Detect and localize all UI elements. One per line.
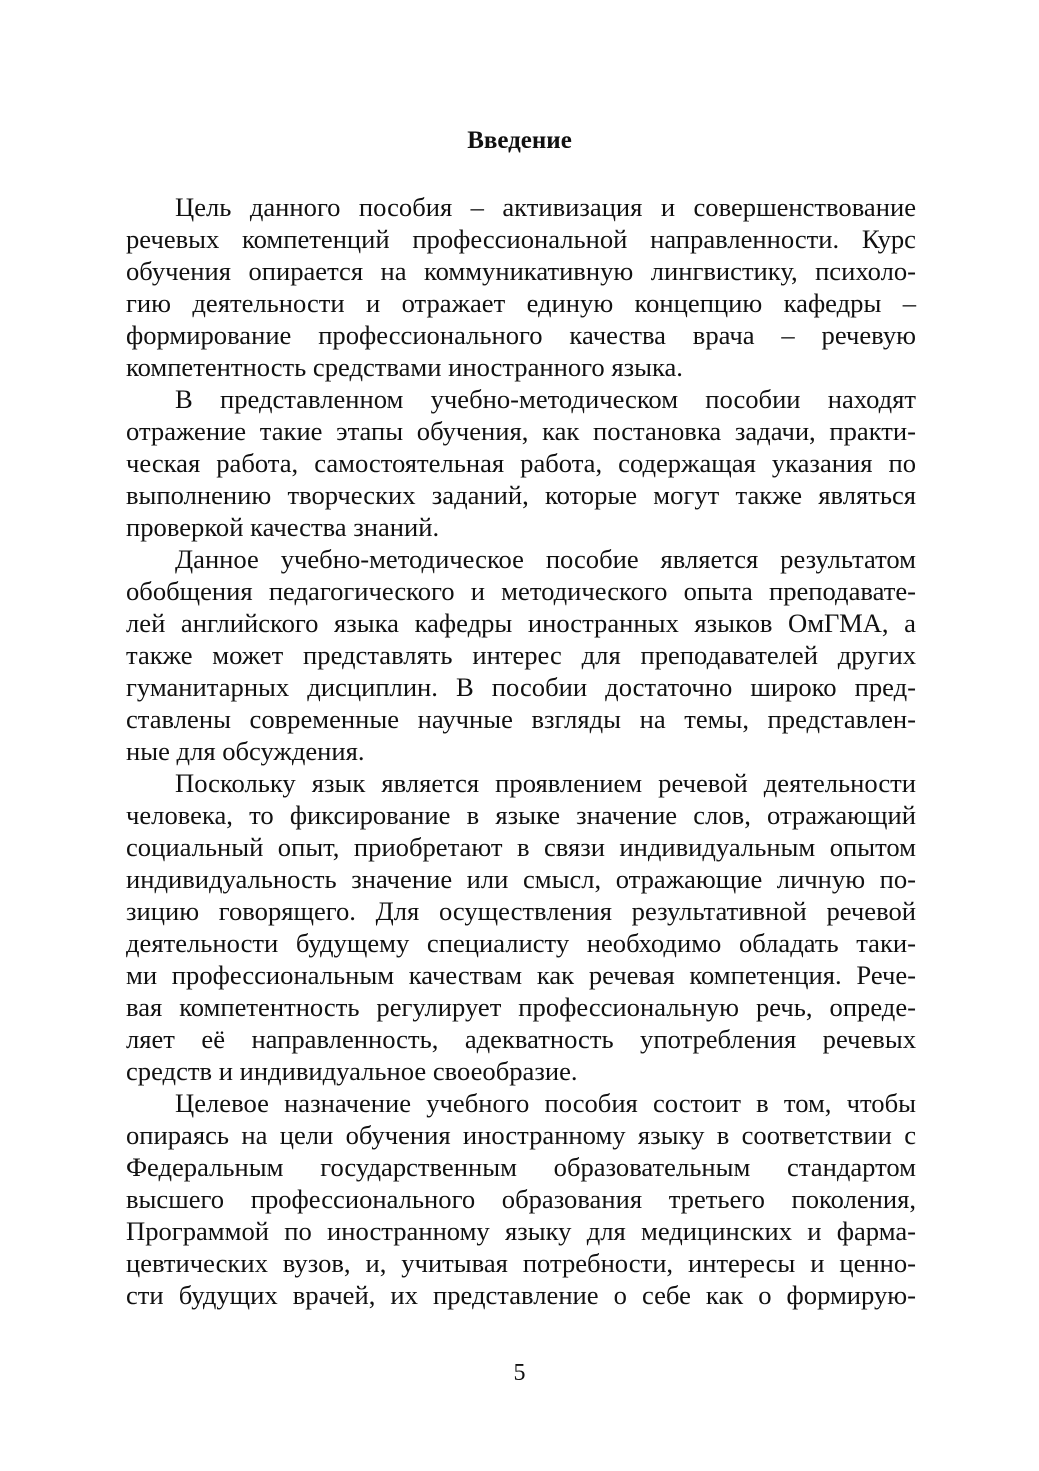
text-line: гию деятельности и отражает единую концепцию кафедры – (126, 288, 916, 318)
text-line: Данное учебно-методическое пособие является результатом (175, 544, 916, 574)
text-line: Поскольку язык является проявлением речевой деятельности (175, 768, 916, 798)
paragraph (126, 543, 916, 767)
text-line: Целевое назначение учебного пособия состоит в том, чтобы (175, 1088, 916, 1118)
text-line: ставлены современные научные взгляды на темы, представлен- (126, 704, 916, 734)
text-line: ческая работа, самостоятельная работа, содержащая указания по (126, 448, 916, 478)
body-text (126, 191, 916, 1311)
text-line: выполнению творческих заданий, которые могут также являться (126, 480, 916, 510)
text-line: Цель данного пособия – активизация и совершенствование (175, 192, 916, 222)
paragraph (126, 767, 916, 1087)
text-line: цевтических вузов, и, учитывая потребности, интересы и ценно- (126, 1248, 916, 1278)
text-line: В представленном учебно-методическом пособии находят (175, 384, 916, 414)
text-line: обучения опирается на коммуникативную лингвистику, психоло- (126, 256, 916, 286)
text-line: проверкой качества знаний. (126, 512, 440, 542)
page-number: 5 (513, 1360, 526, 1386)
text-line: зицию говорящего. Для осуществления результативной речевой (126, 896, 916, 926)
text-line: отражение такие этапы обучения, как постановка задачи, практи- (126, 416, 916, 446)
text-line: опираясь на цели обучения иностранному языку в соответствии с (126, 1120, 916, 1150)
text-line: вая компетентность регулирует профессиональную речь, опреде- (126, 992, 916, 1022)
text-line: социальный опыт, приобретают в связи индивидуальным опытом (126, 832, 916, 862)
text-line: лей английского языка кафедры иностранных языков ОмГМА, а (126, 608, 916, 638)
text-line: ми профессиональным качествам как речевая компетенция. Рече- (126, 960, 916, 990)
text-line: Программой по иностранному языку для медицинских и фарма- (126, 1216, 916, 1246)
text-line: сти будущих врачей, их представление о себе как о формирую- (126, 1280, 916, 1310)
text-line: обобщения педагогического и методического опыта преподавате- (126, 576, 916, 606)
text-line: также может представлять интерес для преподавателей других (126, 640, 916, 670)
text-line: высшего профессионального образования третьего поколения, (126, 1184, 916, 1214)
text-line: деятельности будущему специалисту необходимо обладать таки- (126, 928, 916, 958)
text-line: индивидуальность значение или смысл, отражающие личную по- (126, 864, 916, 894)
text-line: гуманитарных дисциплин. В пособии достаточно широко пред- (126, 672, 916, 702)
paragraph (126, 191, 916, 383)
text-line: человека, то фиксирование в языке значение слов, отражающий (126, 800, 916, 830)
paragraph (126, 1087, 916, 1311)
paragraph (126, 383, 916, 543)
text-line: компетентность средствами иностранного языка. (126, 352, 683, 382)
text-line: средств и индивидуальное своеобразие. (126, 1056, 578, 1086)
page-title: Введение (467, 127, 572, 154)
text-line: ляет её направленность, адекватность употребления речевых (126, 1024, 916, 1054)
text-line: речевых компетенций профессиональной направленности. Курс (126, 224, 916, 254)
text-line: формирование профессионального качества врача – речевую (126, 320, 916, 350)
text-line: ные для обсуждения. (126, 736, 365, 766)
text-line: Федеральным государственным образовательным стандартом (126, 1152, 916, 1182)
